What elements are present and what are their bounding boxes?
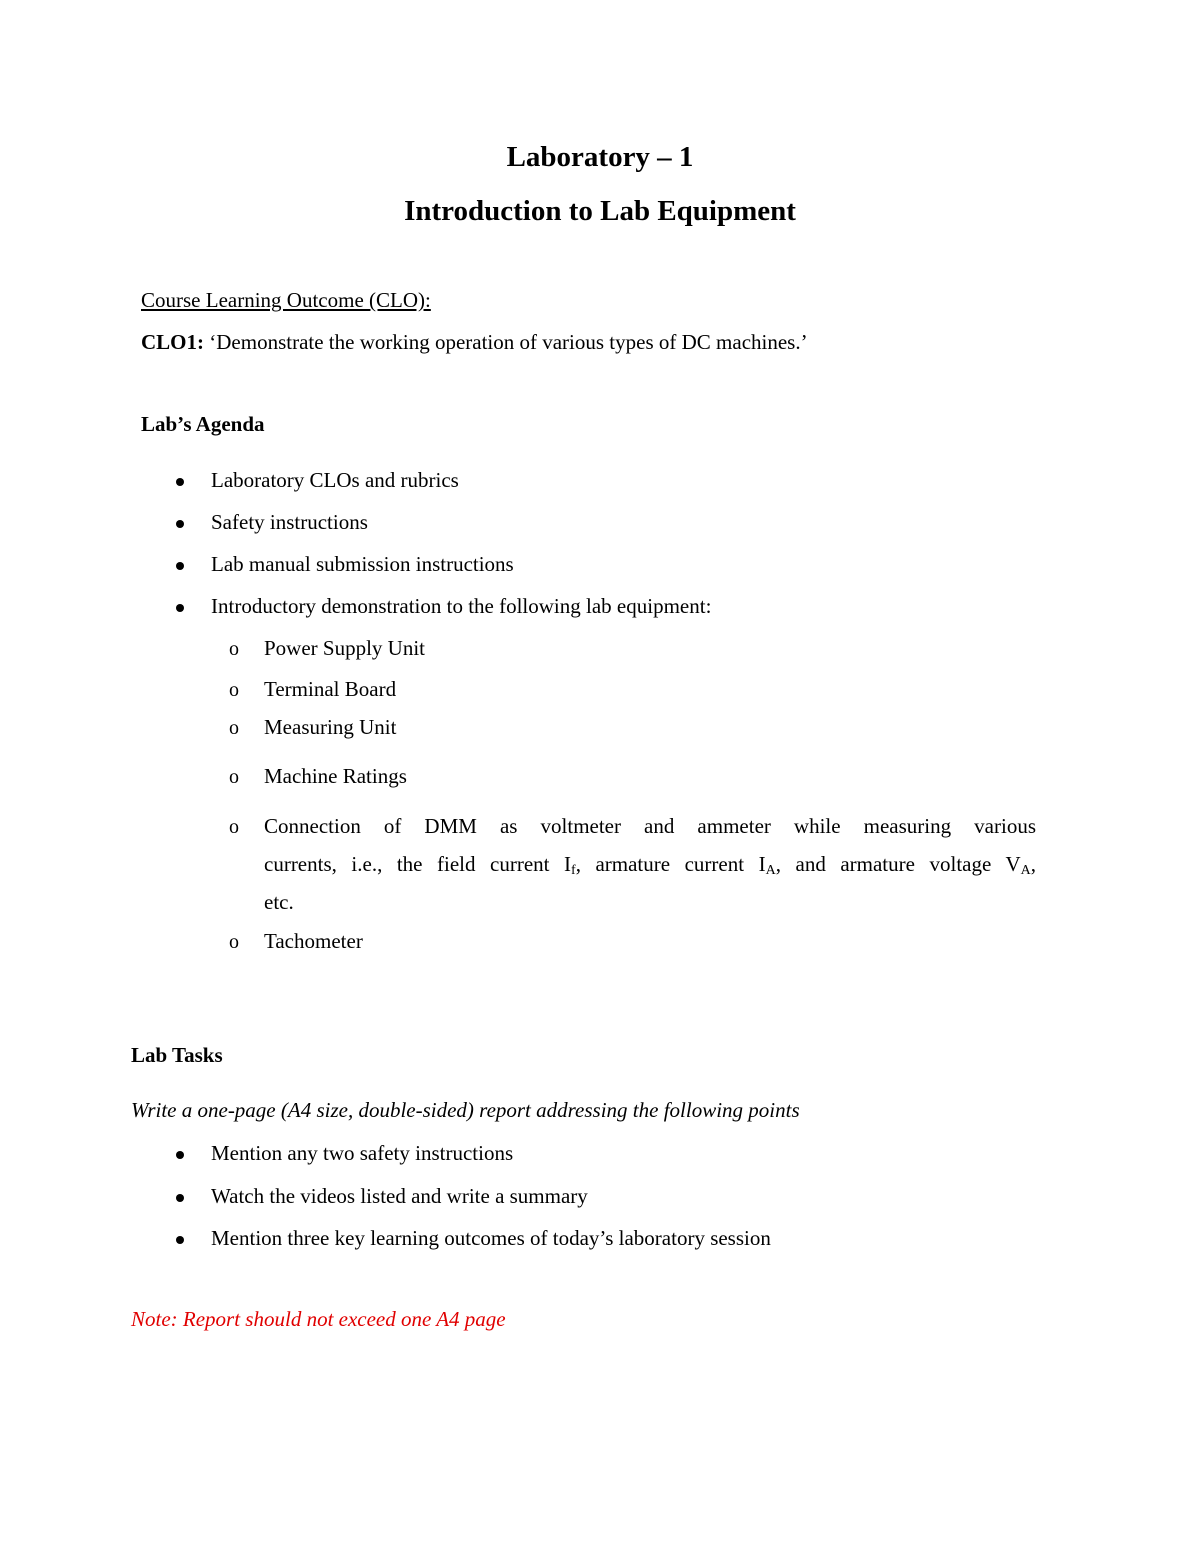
subscript-a: A [765, 863, 776, 878]
page-subtitle: Introduction to Lab Equipment [404, 195, 796, 227]
tasks-heading: Lab Tasks [131, 1043, 223, 1067]
dmm-line-2 [264, 852, 1036, 879]
dmm-text: , and armature voltage V [775, 852, 1021, 876]
bullet-dot-icon [176, 1236, 184, 1244]
dmm-text: , armature current I [575, 852, 766, 876]
circle-bullet-icon: o [229, 638, 239, 660]
bullet-dot-icon [176, 478, 184, 486]
agenda-item-label: Introductory demonstration to the following lab equipment: [211, 594, 712, 618]
task-item-label: Mention any two safety instructions [211, 1141, 514, 1165]
circle-bullet-icon: o [229, 816, 239, 838]
agenda-item-label: Lab manual submission instructions [211, 552, 514, 576]
circle-bullet-icon: o [229, 679, 239, 701]
subscript-f: f [571, 863, 576, 878]
subitem-label: Machine Ratings [264, 764, 407, 788]
page-title: Laboratory – 1 [506, 141, 694, 173]
bullet-dot-icon [176, 1151, 184, 1159]
bullet-dot-icon [176, 604, 184, 612]
subscript-a: A [1020, 863, 1031, 878]
agenda-item-label: Laboratory CLOs and rubrics [211, 468, 459, 492]
task-item-label: Mention three key learning outcomes of today’s laboratory session [211, 1226, 771, 1250]
dmm-line-1: Connection of DMM as voltmeter and ammeter while measuring various [264, 814, 1036, 838]
agenda-item-label: Safety instructions [211, 510, 368, 534]
report-note: Note: Report should not exceed one A4 page [131, 1307, 506, 1331]
subitem-label: Measuring Unit [264, 715, 397, 739]
task-item-label: Watch the videos listed and write a summary [211, 1184, 588, 1208]
clo1-statement [141, 330, 808, 355]
circle-bullet-icon: o [229, 717, 239, 739]
subitem-label: Power Supply Unit [264, 636, 426, 660]
bullet-dot-icon [176, 1194, 184, 1202]
agenda-heading: Lab’s Agenda [141, 412, 265, 436]
clo1-text: ‘Demonstrate the working operation of various types of DC machines.’ [204, 330, 808, 354]
bullet-dot-icon [176, 520, 184, 528]
tasks-intro: Write a one-page (A4 size, double-sided) report addressing the following points [131, 1098, 800, 1122]
dmm-text: , [1030, 852, 1036, 876]
subitem-label: Tachometer [264, 929, 363, 953]
bullet-dot-icon [176, 562, 184, 570]
dmm-line-3: etc. [264, 890, 294, 914]
dmm-text: currents, i.e., the field current I [264, 852, 572, 876]
clo1-label: CLO1: [141, 330, 204, 354]
circle-bullet-icon: o [229, 766, 239, 788]
clo-heading: Course Learning Outcome (CLO): [141, 288, 431, 312]
circle-bullet-icon: o [229, 931, 239, 953]
subitem-label: Terminal Board [264, 677, 397, 701]
